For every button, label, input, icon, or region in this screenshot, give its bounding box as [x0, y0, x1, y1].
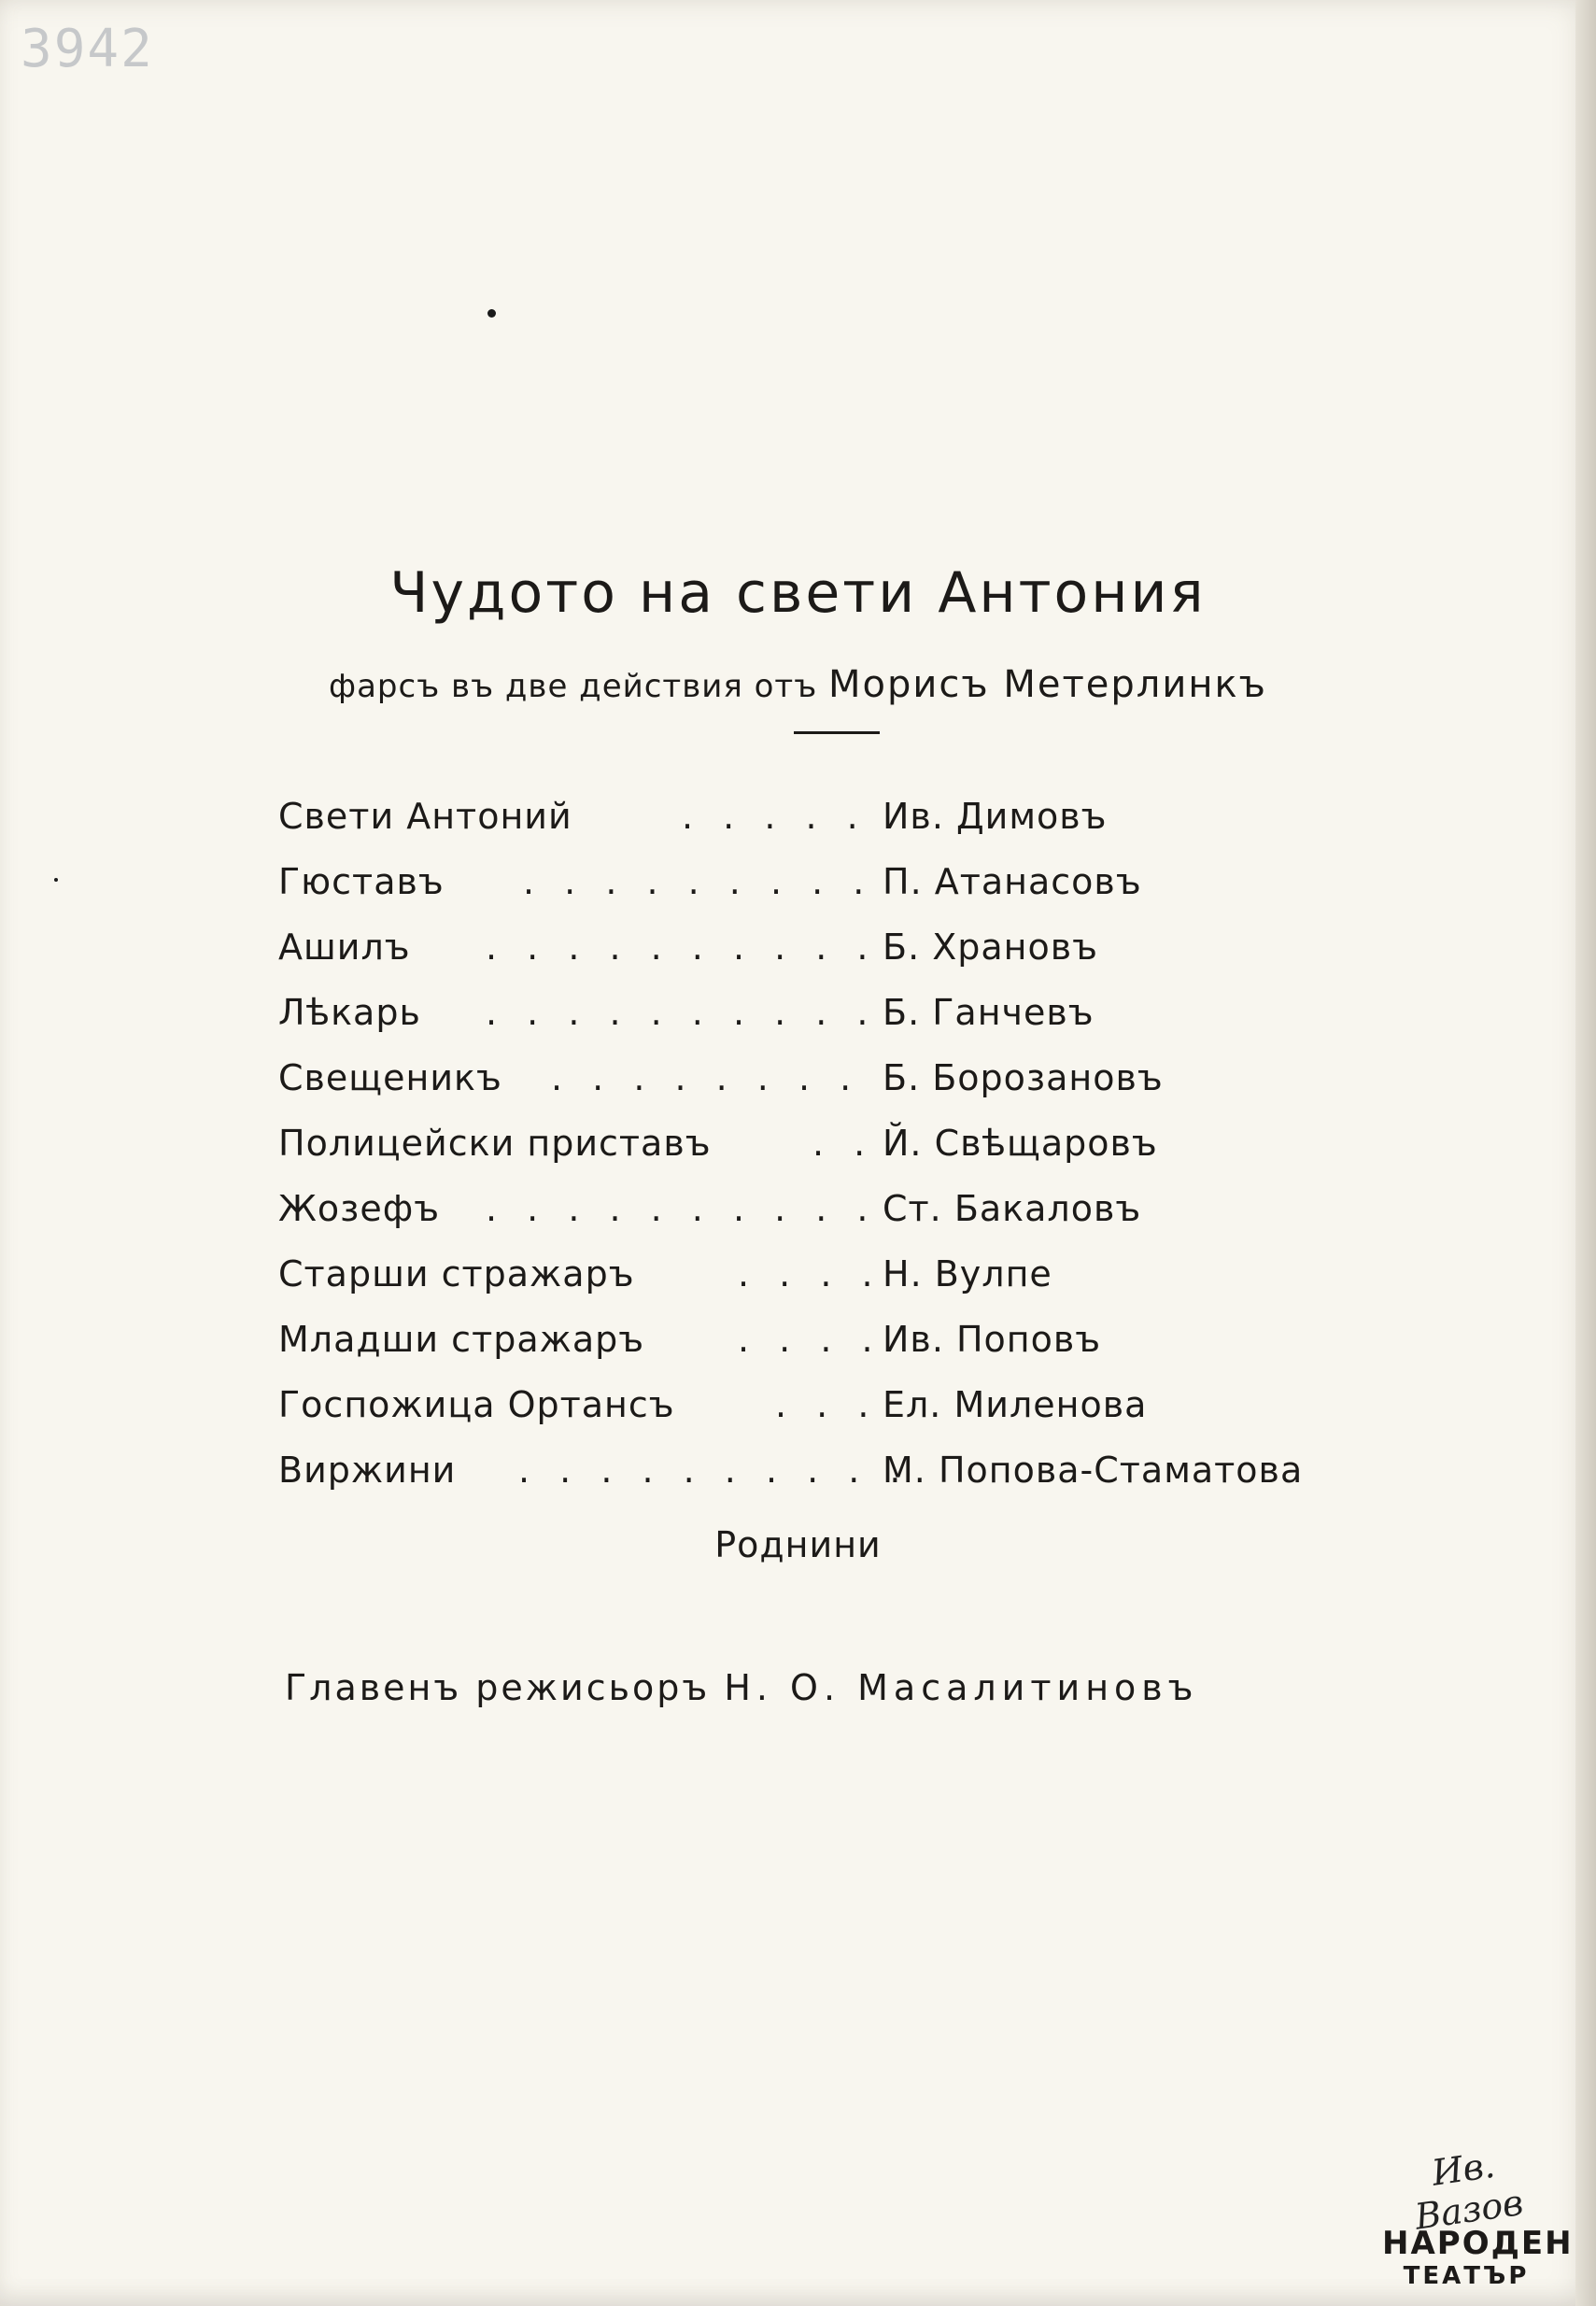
cast-actor: П. Атанасовъ [883, 861, 1142, 902]
cast-leader-dots: . . . . . . . . . . [518, 1450, 911, 1491]
cast-row [0, 1384, 1596, 1440]
cast-leader-dots: . . . . . . . . . . [486, 927, 878, 968]
logo-text-line2: ТЕАТЪР [1403, 2262, 1530, 2290]
faded-inventory-number: 3942 [21, 19, 154, 79]
cast-actor: Ив. Поповъ [883, 1319, 1102, 1360]
cast-actor: Ив. Димовъ [883, 796, 1108, 837]
cast-leader-dots: . . . . . [682, 796, 868, 837]
cast-role: Младши стражаръ [278, 1319, 645, 1360]
extras-label: Роднини [714, 1524, 882, 1565]
cast-actor: Б. Храновъ [883, 927, 1099, 968]
cast-actor: Б. Ганчевъ [883, 992, 1095, 1033]
logo-text-line1: НАРОДЕН [1382, 2225, 1574, 2262]
cast-role: Жозефъ [278, 1188, 441, 1229]
cast-row [0, 1123, 1596, 1179]
cast-leader-dots: . . . . [738, 1253, 883, 1294]
ink-speck [487, 309, 496, 318]
cast-row [0, 1450, 1596, 1506]
cast-role: Виржини [278, 1450, 457, 1491]
director-credit [285, 1667, 1199, 1708]
director-name: Н. О. Масалитиновъ [724, 1667, 1199, 1708]
cast-leader-dots: . . . [775, 1384, 879, 1425]
play-subtitle [0, 663, 1596, 706]
cast-actor: Й. Свѣщаровъ [883, 1123, 1158, 1164]
cast-role: Свети Антоний [278, 796, 572, 837]
cast-row [0, 861, 1596, 917]
national-theatre-logo [1382, 2143, 1574, 2290]
cast-actor: М. Попова-Стаматова [883, 1450, 1304, 1491]
cast-row [0, 1188, 1596, 1244]
cast-leader-dots: . . . . [738, 1319, 883, 1360]
subtitle-author: Морисъ Метерлинкъ [828, 663, 1267, 706]
cast-leader-dots: . . . . . . . . . . [486, 992, 878, 1033]
logo-signature: Ив. Вазов [1412, 2143, 1526, 2238]
cast-actor: Ст. Бакаловъ [883, 1188, 1142, 1229]
cast-row [0, 927, 1596, 983]
director-label: Главенъ режисьоръ [285, 1667, 711, 1708]
cast-leader-dots: . . . . . . . . [551, 1057, 861, 1098]
cast-role: Свещеникъ [278, 1057, 502, 1098]
cast-row [0, 1253, 1596, 1309]
cast-role: Ашилъ [278, 927, 411, 968]
cast-row [0, 1057, 1596, 1113]
cast-role: Полицейски приставъ [278, 1123, 712, 1164]
cast-leader-dots: . . [812, 1123, 875, 1164]
cast-row [0, 1319, 1596, 1375]
cast-row [0, 992, 1596, 1048]
cast-row [0, 796, 1596, 852]
cast-role: Госпожица Ортансъ [278, 1384, 675, 1425]
cast-leader-dots: . . . . . . . . . . [486, 1188, 878, 1229]
title-divider [794, 731, 880, 734]
cast-role: Старши стражаръ [278, 1253, 635, 1294]
cast-actor: Б. Борозановъ [883, 1057, 1164, 1098]
cast-actor: Ел. Миленова [883, 1384, 1148, 1425]
cast-role: Лѣкарь [278, 992, 421, 1033]
play-title: Чудото на свети Антония [389, 560, 1207, 626]
subtitle-genre: фарсъ въ две действия отъ [329, 668, 818, 705]
cast-actor: Н. Вулпе [883, 1253, 1052, 1294]
cast-role: Гюставъ [278, 861, 445, 902]
cast-leader-dots: . . . . . . . . . [523, 861, 874, 902]
